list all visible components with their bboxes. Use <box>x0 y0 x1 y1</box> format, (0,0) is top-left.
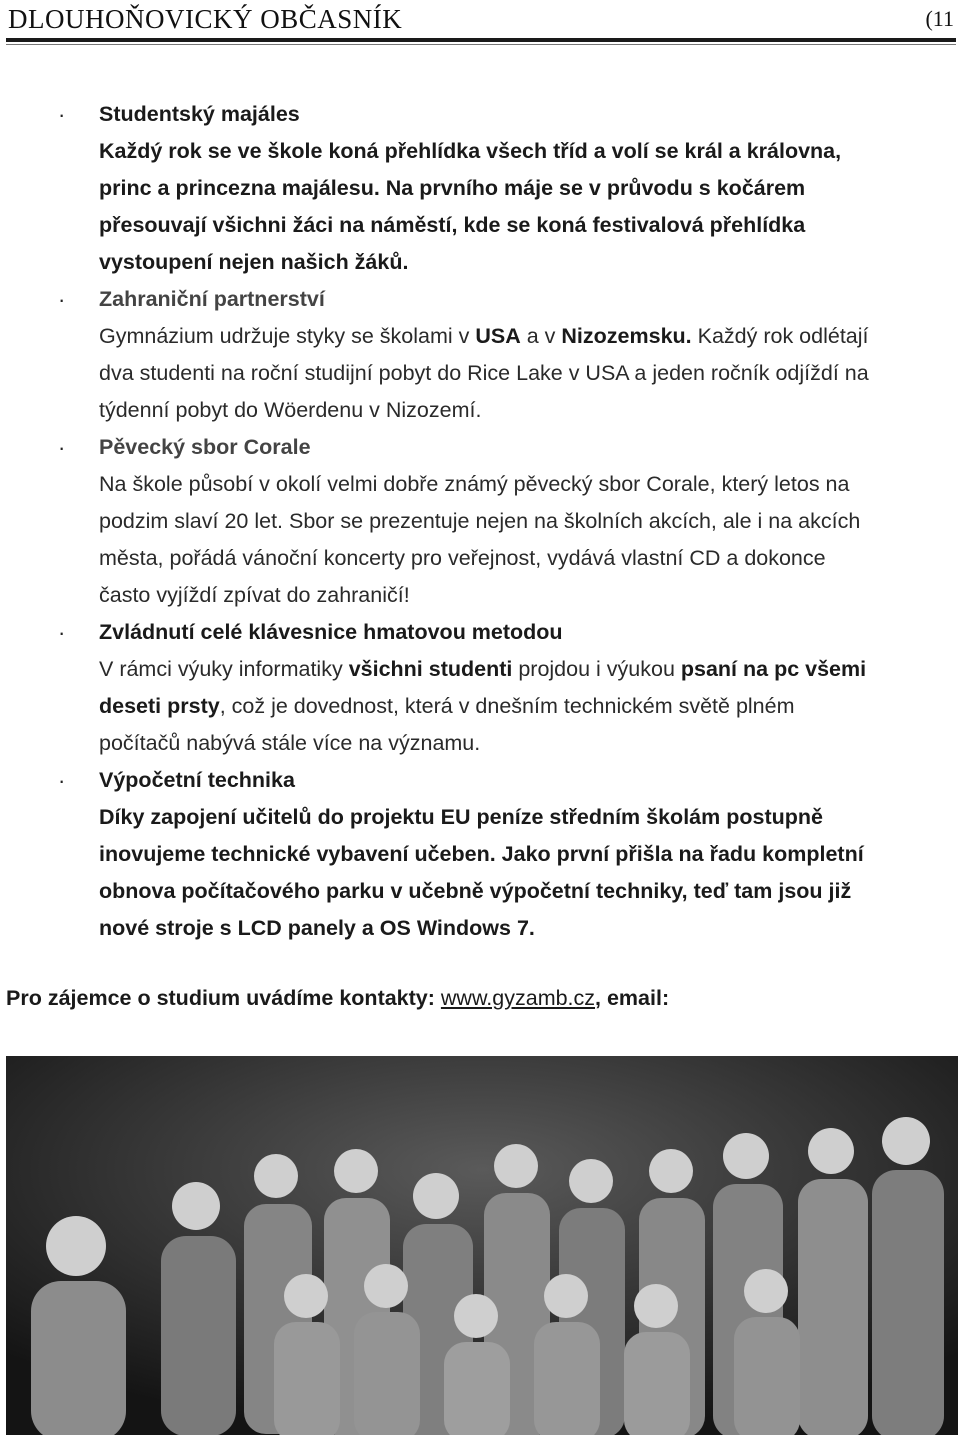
text: Gymnázium udržuje styky se školami v <box>99 324 476 348</box>
item-line: podzim slaví 20 let. Sbor se prezentuje nejen na školních akcích, ale i na akcích <box>99 509 861 533</box>
list-item-partnerships <box>0 281 960 429</box>
article-list <box>0 96 960 947</box>
item-line: přesouvají všichni žáci na náměstí, kde se koná festivalová přehlídka <box>99 213 806 237</box>
item-title: Zahraniční partnerství <box>99 287 325 311</box>
list-item-choir <box>0 429 960 614</box>
text: Pro zájemce o studium uvádíme kontakty: <box>6 986 441 1010</box>
header-rule-thin <box>6 44 956 45</box>
item-line: inovujeme technické vybavení učeben. Jako první přišla na řadu kompletní <box>99 842 864 866</box>
bullet: · <box>58 435 66 460</box>
item-title: Pěvecký sbor Corale <box>99 435 311 459</box>
item-line: počítačů nabývá stále více na významu. <box>99 731 481 755</box>
text: , což je dovednost, která v dnešním technickém světě plném <box>219 694 795 718</box>
item-line: obnova počítačového parku v učebně výpočetní techniky, teď tam jsou již <box>99 879 852 903</box>
page-header <box>6 0 956 40</box>
text: a v <box>520 324 562 348</box>
item-title: Studentský majáles <box>99 102 300 126</box>
text: , email: <box>595 986 670 1010</box>
bullet: · <box>58 287 66 312</box>
item-line: princ a princezna majálesu. Na prvního máje se v průvodu s kočárem <box>99 176 806 200</box>
newsletter-title: DLOUHOŇOVICKÝ OBČASNÍK <box>8 4 403 34</box>
text-bold: USA <box>475 324 521 348</box>
item-line: často vyjíždí zpívat do zahraničí! <box>99 583 410 607</box>
item-line: Každý rok se ve škole koná přehlídka všech tříd a volí se král a královna, <box>99 139 842 163</box>
text-bold: všichni studenti <box>348 657 513 681</box>
item-line <box>99 318 960 355</box>
item-line: nové stroje s LCD panely a OS Windows 7. <box>99 916 535 940</box>
item-title: Výpočetní technika <box>99 768 295 792</box>
list-item-majales <box>0 96 960 281</box>
item-line: týdenní pobyt do Wöerdenu v Nizozemí. <box>99 398 482 422</box>
list-item-computing <box>0 762 960 947</box>
item-line: Díky zapojení učitelů do projektu EU peníze středním školám postupně <box>99 805 823 829</box>
header-rule <box>6 38 956 42</box>
item-line: vystoupení nejen našich žáků. <box>99 250 409 274</box>
bullet: · <box>58 102 66 127</box>
text: projdou i výukou <box>512 657 681 681</box>
text-bold: deseti prsty <box>99 694 220 718</box>
text-bold: Nizozemsku. <box>561 324 692 348</box>
item-title: Zvládnutí celé klávesnice hmatovou metodou <box>99 620 563 644</box>
item-line <box>99 688 960 725</box>
choir-photo-illustration <box>6 1056 958 1435</box>
list-item-typing <box>0 614 960 762</box>
bullet: · <box>58 768 66 793</box>
website-link[interactable]: www.gyzamb.cz <box>440 986 596 1010</box>
item-line: dva studenti na roční studijní pobyt do Rice Lake v USA a jeden ročník odjíždí na <box>99 361 869 385</box>
page-number: (11 <box>925 6 954 31</box>
text: Každý rok odlétají <box>691 324 869 348</box>
item-line: Na škole působí v okolí velmi dobře známý pěvecký sbor Corale, který letos na <box>99 472 850 496</box>
choir-photo <box>6 1056 958 1435</box>
bullet: · <box>58 620 66 645</box>
item-line: města, pořádá vánoční koncerty pro veřejnost, vydává vlastní CD a dokonce <box>99 546 826 570</box>
text: V rámci výuky informatiky <box>99 657 349 681</box>
item-line <box>99 651 960 688</box>
contacts-line <box>6 980 669 1017</box>
text-bold: psaní na pc všemi <box>680 657 867 681</box>
